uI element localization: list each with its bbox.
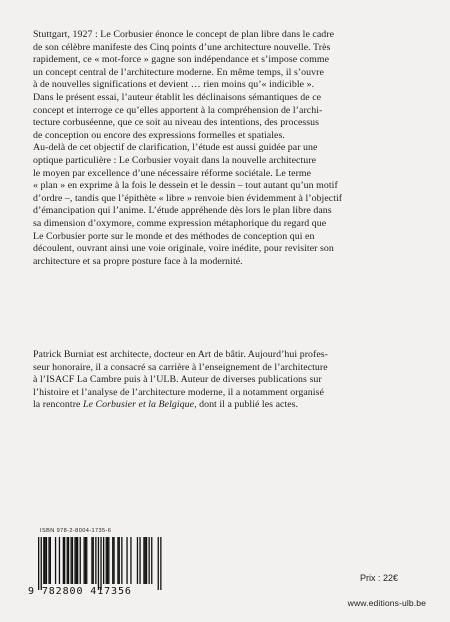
event-title: Le Corbusier et la Belgique <box>83 399 195 411</box>
barcode-bar <box>108 537 109 584</box>
barcode-bar <box>137 537 138 584</box>
publisher-website: www.editions-ulb.be <box>347 598 426 608</box>
summary-paragraph-1: Stuttgart, 1927 : Le Corbusier énonce le concept de plan libre dans le cadre de son célèbre manifeste des Cinq points d’une architecture nouvelle. Très rapidement, ce « mot-force » gagne son indépendance et s’impose comme un concept central de l’architecture moderne. En même temps, il s’ouvre à de nouvelles significations et devient … rien moins qu’« indicible ». <box>33 29 335 91</box>
barcode-bar <box>71 537 72 584</box>
price-label: Prix : 22€ <box>359 573 398 583</box>
barcode-bar <box>146 537 147 584</box>
barcode-bar <box>80 537 81 584</box>
barcode-bar <box>86 537 87 584</box>
barcode-bar <box>68 537 69 584</box>
barcode-bar <box>126 537 127 584</box>
barcode-bar <box>55 537 56 584</box>
barcode-bar <box>46 537 47 584</box>
barcode-bar <box>106 537 107 584</box>
barcode-bar <box>151 537 152 584</box>
barcode-bar <box>160 537 161 590</box>
barcode-bar <box>139 537 140 584</box>
barcode-bar <box>77 537 78 584</box>
barcode-bar <box>113 537 114 584</box>
barcode-bar <box>91 537 92 584</box>
summary-paragraph-3: Au-delà de cet objectif de clarification, l’étude est aussi guidée par une optique particulière : Le Corbusier voyait dans la nouvelle architecture le moyen par excellence d’une nécessaire réforme sociétale. Le terme « plan » en exprime à la fois le dessein et le dessin – tout autant qu’un motif d’ordre –, tandis que l’épithète « libre » renvoie bien évidemment à l’objectif d’émancipation qui l’anime. L’étude appréhende dès lors le plan libre dans sa dimension d’oxymore, comme expression métaphorique du regard que Le Corbusier porte sur le monde et des méthodes de conception qui en découlent, ouvrant ainsi une voie originale, voire inédite, pour revisiter son architecture et sa propre posture face à la modernité. <box>33 142 343 267</box>
barcode-digits: 9 782800 417356 <box>28 586 132 597</box>
barcode-bar <box>121 537 122 584</box>
barcode-bar <box>64 537 65 584</box>
barcode-bar <box>63 537 64 584</box>
barcode-bar <box>41 537 42 590</box>
barcode-bar <box>143 537 144 584</box>
barcode-bar <box>85 537 86 584</box>
author-bio-text-end: , dont il a publié les actes. <box>194 399 299 411</box>
barcode-bar <box>117 537 118 584</box>
author-bio-paragraph <box>33 349 429 412</box>
barcode-bar <box>98 537 99 590</box>
barcode-bar <box>43 537 44 584</box>
barcode-bar <box>95 537 96 584</box>
barcode-bar <box>100 537 101 590</box>
barcode-bar <box>158 537 159 590</box>
summary-paragraph-2: Dans le présent essai, l’auteur établit les déclinaisons sémantiques de ce concept et interroge ce qu’elles apportent à la compréhension de l’archi- tecture corbuséenne, que ce soit au niveau des intentions, des processus de conception ou encore des expressions formelles et spatiales. <box>33 91 323 141</box>
author-bio-text: Patrick Burniat est architecte, docteur en Art de bâtir. Aujourd’hui profes- seur honoraire, il a consacré sa carrière à l’enseignement de l’architecture à l’ISACF La Cambre puis à l’ULB. Auteur de diverses publications sur l’histoire et l’analyse de l’architecture moderne, il a notamment organisé la rencontre <box>33 349 329 411</box>
barcode-bar <box>107 537 108 584</box>
barcode-bar <box>50 537 51 584</box>
barcode-bar <box>130 537 131 584</box>
barcode-bar <box>145 537 146 584</box>
author-bio <box>33 349 429 412</box>
barcode-bar <box>72 537 73 584</box>
isbn-label: ISBN 978-2-8004-1735-6 <box>40 528 112 534</box>
barcode-bar <box>59 537 60 584</box>
barcode-bar <box>38 537 39 590</box>
barcode-bar <box>119 537 120 584</box>
summary-text <box>33 29 429 268</box>
barcode-bar <box>74 537 75 584</box>
barcode-bar <box>112 537 113 584</box>
barcode-bar <box>48 537 49 584</box>
barcode-bar <box>67 537 68 584</box>
barcode-bar <box>149 537 150 584</box>
barcode-bar <box>103 537 104 584</box>
barcode-bar <box>76 537 77 584</box>
barcode-bar <box>45 537 46 584</box>
barcode-bar <box>93 537 94 584</box>
barcode-bar <box>84 537 85 584</box>
